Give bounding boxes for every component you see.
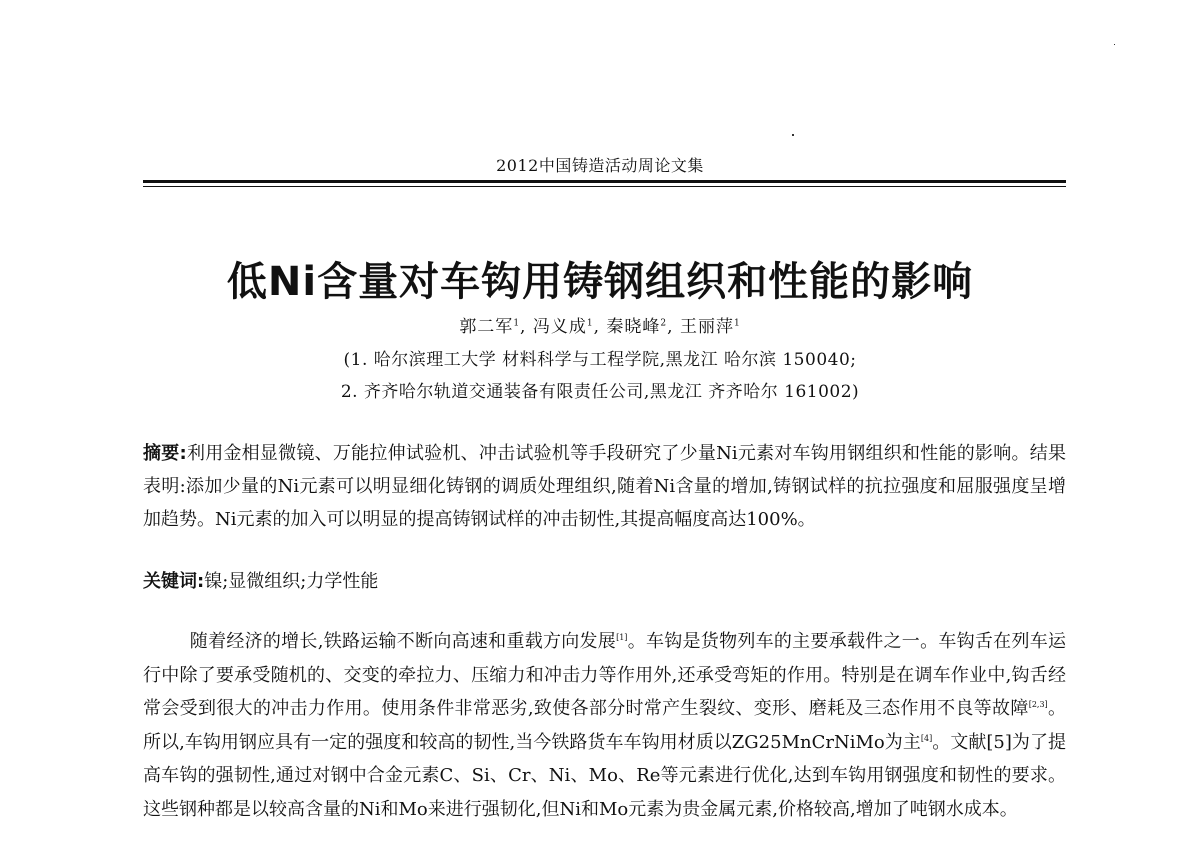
scan-speck [1114,44,1115,45]
abstract-label: 摘要: [143,443,187,464]
keywords [143,565,1066,598]
paper-title: 低Ni含量对车钩用铸钢组织和性能的影响 [226,259,974,305]
author-name: 冯义成 [532,317,587,337]
keywords-text: 镍;显微组织;力学性能 [204,571,379,592]
author-affil-mark: 1 [586,318,594,329]
affiliation-1: (1. 哈尔滨理工大学 材料科学与工程学院,黑龙江 哈尔滨 150040; [343,350,857,370]
author-name: 郭二军 [459,317,514,337]
citation-ref-1: [1] [616,633,628,642]
body-text-segment: 随着经济的增长,铁路运输不断向高速和重载方向发展 [189,631,617,652]
abstract [143,437,1066,536]
citation-ref-3: [4] [920,733,933,743]
abstract-text: 利用金相显微镜、万能拉伸试验机、冲击试验机等手段研究了少量Ni元素对车钩用钢组织和性能的影响。结果表明:添加少量的Ni元素可以明显细化铸钢的调质处理组织,随着Ni含量的增加,铸钢试样的抗拉强度和屈服强度呈增加趋势。Ni元素的加入可以明显的提高铸钢试样的冲击韧性,其提高幅度高达100%。 [143,443,1066,530]
author-affil-mark: 1 [733,318,741,329]
body-text-segment: 。所以,车钩用钢应具有一定的强度和较高的韧性,当今铁路货车车钩用材质以ZG25MnCrNiMo为主 [143,698,1066,753]
body-text-segment: 。文献[5]为了提高车钩的强韧性,通过对钢中合金元素C、Si、Cr、Ni、Mo、Re等元素进行优化,达到车钩用钢强度和韧性的要求。这些钢种都是以较高含量的Ni和Mo来进行强韧化,但Ni和Mo元素为贵金属元素,价格较高,增加了吨钢水成本。 [143,731,1067,820]
citation-ref-2: [2,3] [1028,700,1048,709]
affiliation-2: 2. 齐齐哈尔轨道交通装备有限责任公司,黑龙江 齐齐哈尔 161002) [340,382,860,402]
body-paragraph [143,625,1066,826]
scan-speck [792,134,794,136]
author-affil-mark: 2 [660,318,668,329]
author-name: 秦晓峰 [606,317,661,337]
header-rule-thin [143,186,1066,187]
author-affil-mark: 1 [513,318,521,329]
keywords-label: 关键词: [143,571,205,592]
header-rule-thick [143,180,1066,183]
author-name: 王丽萍 [679,317,734,337]
running-header: 2012中国铸造活动周论文集 [496,156,704,175]
body-text-segment: 。车钩是货物列车的主要承载件之一。车钩舌在列车运行中除了要承受随机的、交变的牵拉力、压缩力和冲击力等作用外,还承受弯矩的作用。特别是在调车作业中,钩舌经常会受到很大的冲击力作用。使用条件非常恶劣,致使各部分时常产生裂纹、变形、磨耗及三态作用不良等故障 [143,631,1066,719]
author-list: 郭二军$^1$, 冯义成$^1$, 秦晓峰$^2$, 王丽萍$^1$ [459,317,741,337]
